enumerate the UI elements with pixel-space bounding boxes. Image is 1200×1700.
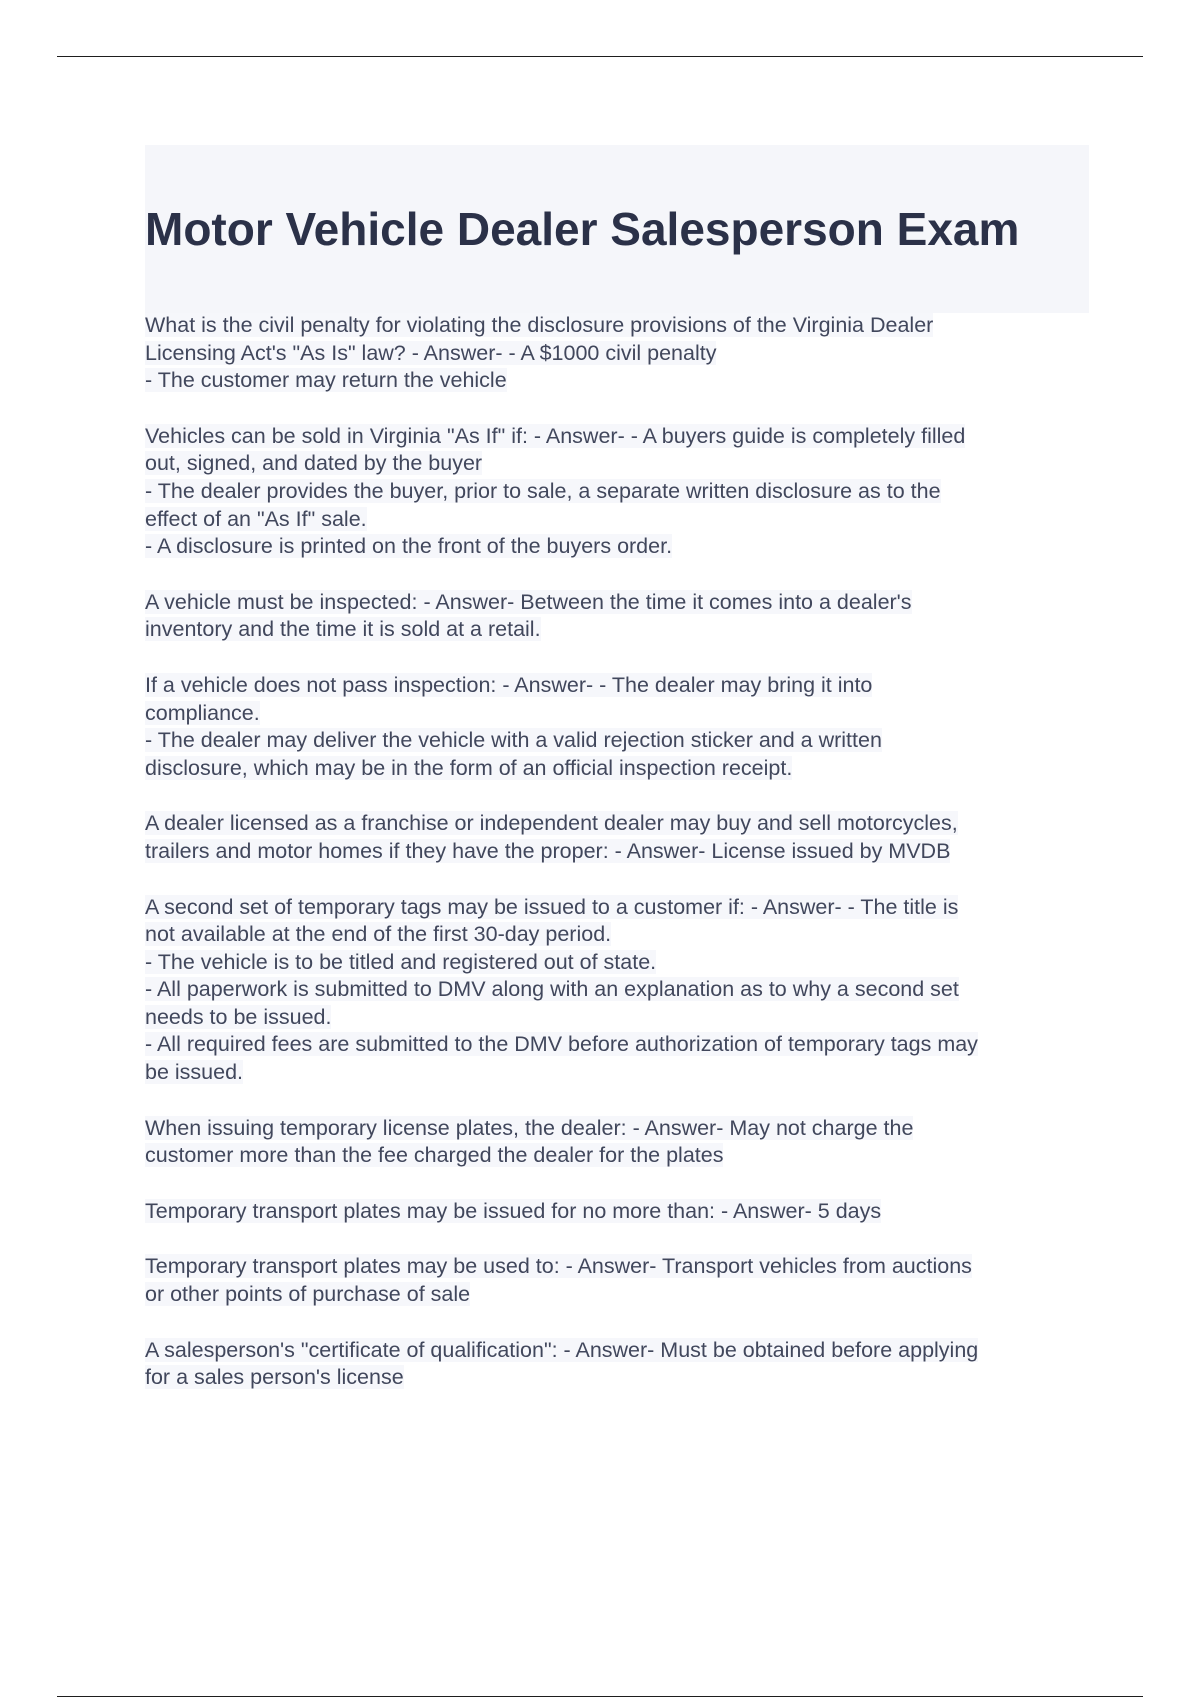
qa-line: [145, 921, 1091, 949]
qa-line: [145, 1253, 1091, 1281]
qa-entry: [145, 1337, 1091, 1392]
qa-line: [145, 894, 1091, 922]
qa-line: [145, 1337, 1091, 1365]
qa-entry: [145, 423, 1091, 561]
page-bottom-rule: [57, 1696, 1143, 1697]
qa-line: [145, 589, 1091, 617]
qa-line: [145, 1004, 1091, 1032]
qa-line: [145, 1059, 1091, 1087]
qa-line-text: A second set of temporary tags may be issued to a customer if: - Answer- - The title is: [145, 894, 959, 919]
qa-line-text: - The vehicle is to be titled and registered out of state.: [145, 949, 657, 974]
qa-line-text: inventory and the time it is sold at a retail.: [145, 617, 541, 642]
qa-line: [145, 810, 1091, 838]
qa-line-text: Vehicles can be sold in Virginia "As If" if: - Answer- - A buyers guide is completely filled: [145, 423, 966, 448]
qa-line: [145, 1364, 1091, 1392]
qa-line-text: be issued.: [145, 1060, 244, 1085]
qa-line: [145, 506, 1091, 534]
qa-line-text: out, signed, and dated by the buyer: [145, 451, 483, 476]
qa-line: [145, 672, 1091, 700]
qa-line: [145, 949, 1091, 977]
qa-line: [145, 727, 1091, 755]
qa-entry: [145, 810, 1091, 865]
qa-line-text: Licensing Act's "As Is" law? - Answer- - A $1000 civil penalty: [145, 340, 717, 365]
qa-line-text: customer more than the fee charged the dealer for the plates: [145, 1143, 724, 1168]
qa-line-text: - All required fees are submitted to the DMV before authorization of temporary tags may: [145, 1032, 978, 1057]
qa-line-text: disclosure, which may be in the form of an official inspection receipt.: [145, 755, 793, 780]
qa-line: [145, 755, 1091, 783]
qa-line-text: - The dealer may deliver the vehicle with a valid rejection sticker and a written: [145, 728, 882, 753]
qa-entry: [145, 1198, 1091, 1226]
qa-line: [145, 340, 1091, 368]
question-answer-list: [145, 312, 1091, 1420]
document-title: Motor Vehicle Dealer Salesperson Exam: [145, 203, 1020, 255]
qa-line-text: Temporary transport plates may be issued for no more than: - Answer- 5 days: [145, 1198, 882, 1223]
qa-line-text: trailers and motor homes if they have the proper: - Answer- License issued by MVDB: [145, 838, 951, 863]
qa-line-text: not available at the end of the first 30-day period.: [145, 922, 612, 947]
qa-line: [145, 1115, 1091, 1143]
qa-entry: [145, 589, 1091, 644]
qa-line: [145, 423, 1091, 451]
qa-line: [145, 1281, 1091, 1309]
qa-line-text: A dealer licensed as a franchise or independent dealer may buy and sell motorcycles,: [145, 811, 958, 836]
qa-line-text: - A disclosure is printed on the front of the buyers order.: [145, 534, 673, 559]
page-top-rule: [57, 56, 1143, 57]
qa-line: [145, 1031, 1091, 1059]
qa-line-text: What is the civil penalty for violating the disclosure provisions of the Virginia Dealer: [145, 313, 934, 337]
qa-line-text: or other points of purchase of sale: [145, 1282, 471, 1307]
qa-entry: [145, 1253, 1091, 1308]
qa-line-text: A salesperson's "certificate of qualification": - Answer- Must be obtained before applying: [145, 1337, 979, 1362]
qa-line: [145, 616, 1091, 644]
qa-line: [145, 838, 1091, 866]
qa-line-text: A vehicle must be inspected: - Answer- Between the time it comes into a dealer's: [145, 589, 912, 614]
qa-line: [145, 1142, 1091, 1170]
qa-line: [145, 450, 1091, 478]
qa-line-text: Temporary transport plates may be used to: - Answer- Transport vehicles from auctions: [145, 1254, 972, 1279]
qa-line: [145, 700, 1091, 728]
qa-line: [145, 533, 1091, 561]
qa-entry: [145, 312, 1091, 395]
qa-line-text: When issuing temporary license plates, the dealer: - Answer- May not charge the: [145, 1115, 914, 1140]
qa-line-text: for a sales person's license: [145, 1365, 404, 1390]
qa-line-text: - The dealer provides the buyer, prior to sale, a separate written disclosure as to the: [145, 478, 941, 503]
qa-line-text: If a vehicle does not pass inspection: - Answer- - The dealer may bring it into: [145, 672, 873, 697]
qa-line-text: compliance.: [145, 700, 260, 725]
qa-line: [145, 478, 1091, 506]
qa-line-text: - The customer may return the vehicle: [145, 368, 507, 393]
qa-line-text: effect of an "As If" sale.: [145, 506, 367, 531]
qa-entry: [145, 1115, 1091, 1170]
qa-line: [145, 976, 1091, 1004]
qa-line: [145, 1198, 1091, 1226]
qa-entry: [145, 894, 1091, 1087]
qa-entry: [145, 672, 1091, 782]
qa-line-text: needs to be issued.: [145, 1004, 332, 1029]
qa-line-text: - All paperwork is submitted to DMV along with an explanation as to why a second set: [145, 977, 959, 1002]
qa-line: [145, 312, 1091, 340]
qa-line: [145, 367, 1091, 395]
